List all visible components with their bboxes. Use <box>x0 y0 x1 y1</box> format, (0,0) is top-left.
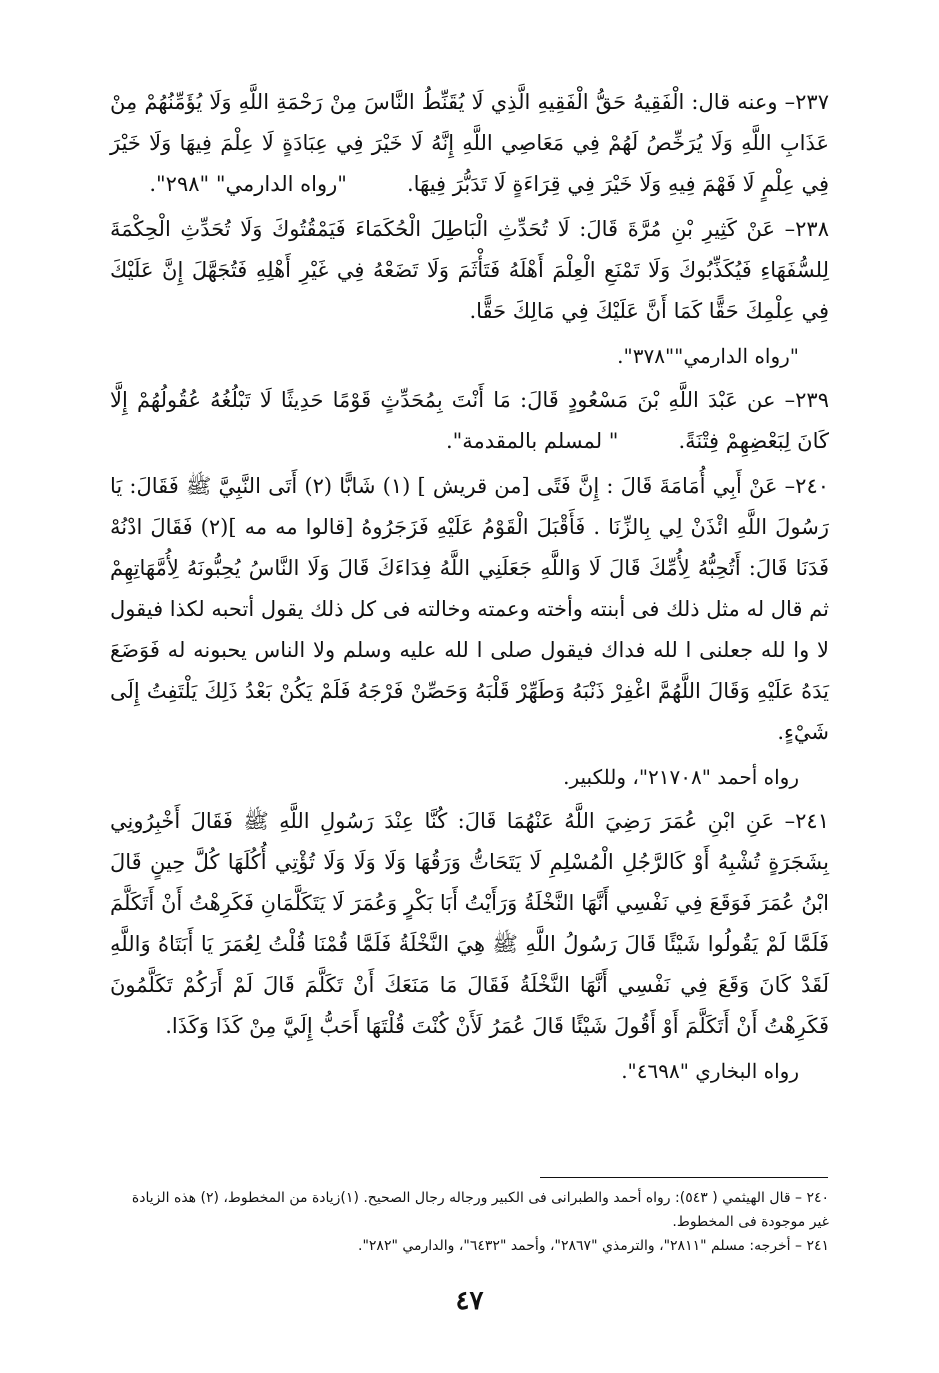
hadith-238-text: ٢٣٨– عَنْ كَثِيرِ بْنِ مُرَّةَ قَالَ: لَا تُحَدِّثِ الْبَاطِلَ الْحُكَمَاءَ فَيَمْقُتُوكَ وَلَا تُحَدِّثِ الْحِكْمَةَ لِلسُّفَهَاءِ فَيُكَذِّبُوكَ وَلَا تَمْنَعِ الْعِلْمَ أَهْلَهُ فَتَأْثَمَ وَلَا تَضَعْهُ فِي غَيْرِ أَهْلِهِ فَتُجَهَّلَ إِنَّ عَلَيْكَ فِي عِلْمِكَ حَقًّا كَمَا أَنَّ عَلَيْكَ فِي مَالِكَ حَقًّا. <box>110 217 829 323</box>
hadith-240-source: رواه أحمد "٢١٧٠٨"، وللكبير. <box>563 765 799 789</box>
hadith-237 <box>110 82 829 205</box>
main-text <box>110 82 829 1095</box>
hadith-240 <box>110 466 829 753</box>
hadith-239-source: " لمسلم بالمقدمة". <box>445 429 619 453</box>
hadith-241 <box>110 801 829 1047</box>
page-number: ٤٧ <box>455 1286 484 1316</box>
hadith-239 <box>110 380 829 462</box>
hadith-241-source: رواه البخاري "٤٦٩٨". <box>621 1059 799 1083</box>
hadith-238-source: "رواه الدارمي""٣٧٨". <box>617 344 799 368</box>
footnotes <box>110 1186 829 1258</box>
footnote-divider <box>540 1177 828 1178</box>
hadith-237-source: "رواه الدارمي" "٢٩٨". <box>149 172 347 196</box>
hadith-241-text: ٢٤١– عَنِ ابْنِ عُمَرَ رَضِيَ اللَّهُ عَنْهُمَا قَالَ: كُنَّا عِنْدَ رَسُولِ اللَّهِ ﷺ فَقَالَ أَخْبِرُونِي بِشَجَرَةٍ تُشْبِهُ أَوْ كَالرَّجُلِ الْمُسْلِمِ لَا يَتَحَاتُّ وَرَقُهَا وَلَا وَلَا وَلَا تُؤْتِي أُكُلَهَا كُلَّ حِينٍ قَالَ ابْنُ عُمَرَ فَوَقَعَ فِي نَفْسِي أَنَّهَا النَّخْلَةُ وَرَأَيْتُ أَبَا بَكْرٍ وَعُمَرَ لَا يَتَكَلَّمَانِ فَكَرِهْتُ أَنْ أَتَكَلَّمَ فَلَمَّا لَمْ يَقُولُوا شَيْئًا قَالَ رَسُولُ اللَّهِ ﷺ هِيَ النَّخْلَةُ فَلَمَّا قُمْنَا قُلْتُ لِعُمَرَ يَا أَبَتَاهُ وَاللَّهِ لَقَدْ كَانَ وَقَعَ فِي نَفْسِي أَنَّهَا النَّخْلَةُ فَقَالَ مَا مَنَعَكَ أَنْ تَكَلَّمَ قَالَ لَمْ أَرَكُمْ تَكَلَّمُونَ فَكَرِهْتُ أَنْ أَتَكَلَّمَ أَوْ أَقُولَ شَيْئًا قَالَ عُمَرُ لَأَنْ كُنْتَ قُلْتَهَا أَحَبُّ إِلَيَّ مِنْ كَذَا وَكَذَا. <box>110 809 829 1038</box>
hadith-239-text: ٢٣٩– عن عَبْدَ اللَّهِ بْنَ مَسْعُودٍ قَالَ: مَا أَنْتَ بِمُحَدِّثٍ قَوْمًا حَدِيثًا لَا تَبْلُغُهُ عُقُولُهُمْ إِلَّا كَانَ لِبَعْضِهِمْ فِتْنَةً. <box>110 388 829 453</box>
footnote-241: ٢٤١ – أخرجه: مسلم "٢٨١١"، والترمذي "٢٨٦٧"، وأحمد "٦٤٣٢"، والدارمي "٢٨٢". <box>358 1238 829 1254</box>
hadith-238 <box>110 209 829 332</box>
footnote-240: ٢٤٠ – قال الهيثمي ( ٥٤٣): رواه أحمد والطبرانى فى الكبير ورجاله رجال الصحيح. (١)زيادة من المخطوط، (٢) هذه الزيادة غير موجودة فى المخطوط. <box>131 1190 829 1230</box>
hadith-237-text: ٢٣٧– وعنه قال: الْفَقِيهُ حَقُّ الْفَقِيهِ الَّذِي لَا يُقَنِّطُ النَّاسَ مِنْ رَحْمَةِ اللَّهِ وَلَا يُؤَمِّنُهُمْ مِنْ عَذَابِ اللَّهِ وَلَا يُرَخِّصُ لَهُمْ فِي مَعَاصِي اللَّهِ إِنَّهُ لَا خَيْرَ فِي عِبَادَةٍ لَا عِلْمَ فِيهَا وَلَا خَيْرَ فِي عِلْمٍ لَا فَهْمَ فِيهِ وَلَا خَيْرَ فِي قِرَاءَةٍ لَا تَدَبُّرَ فِيهَا. <box>110 90 829 196</box>
hadith-240-text: ٢٤٠– عَنْ أَبِي أُمَامَةَ قَالَ : إِنَّ فَتًى [من قريش ] (١) شَابًّا (٢) أَتَى النَّبِيَّ ﷺ فَقَالَ: يَا رَسُولَ اللَّهِ ائْذَنْ لِي بِالزِّنَا . فَأَقْبَلَ الْقَوْمُ عَلَيْهِ فَزَجَرُوهُ [قالوا مه مه ](٢) فَقَالَ ادْنُهْ فَدَنَا قَالَ: أَتُحِبُّهُ لِأُمِّكَ قَالَ لَا وَاللَّهِ جَعَلَنِي اللَّهُ فِدَاءَكَ قَالَ وَلَا النَّاسُ يُحِبُّونَهُ لِأُمَّهَاتِهِمْ ثم قال له مثل ذلك فى أبنته وأخته وعمته وخالته فى كل ذلك يقول أتحبه لكذا فيقول لا وا لله جعلنى ا لله فداك فيقول صلى ا لله عليه وسلم ولا الناس يحبونه له فَوَضَعَ يَدَهُ عَلَيْهِ وَقَالَ اللَّهُمَّ اغْفِرْ ذَنْبَهُ وَطَهِّرْ قَلْبَهُ وَحَصِّنْ فَرْجَهُ فَلَمْ يَكُنْ بَعْدُ ذَلِكَ يَلْتَفِتُ إِلَى شَيْءٍ. <box>110 474 830 744</box>
